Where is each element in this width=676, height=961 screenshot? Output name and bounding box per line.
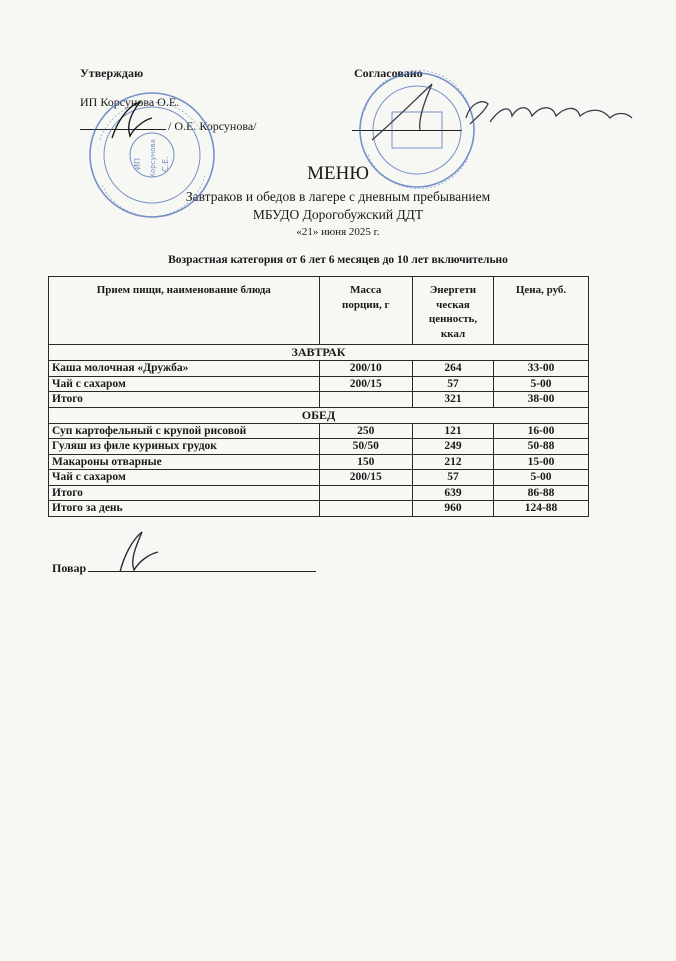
day-total-energy: 960: [412, 501, 493, 517]
day-total-label: Итого за день: [49, 501, 320, 517]
cook-signature-line: [52, 561, 316, 576]
table-header-row: [49, 277, 589, 345]
col-header-mass-line: порции, г: [342, 298, 390, 311]
signature-underline: [80, 129, 166, 130]
dish-mass: 250: [319, 423, 412, 439]
dish-name: Макароны отварные: [49, 454, 320, 470]
section-label-lunch: ОБЕД: [49, 407, 589, 423]
col-header-mass: [319, 277, 412, 345]
svg-text:ИП: ИП: [133, 158, 142, 170]
dish-energy: 121: [412, 423, 493, 439]
dish-energy: 57: [412, 376, 493, 392]
page-title: МЕНЮ: [307, 163, 369, 184]
dish-mass: [319, 392, 412, 408]
dish-energy: 57: [412, 470, 493, 486]
approve-label: Утверждаю: [80, 66, 144, 80]
table-row: [49, 439, 589, 455]
table-row: [49, 376, 589, 392]
col-header-energy-line: ценность,: [428, 313, 478, 325]
dish-energy: 212: [412, 454, 493, 470]
total-price: 38-00: [494, 392, 589, 408]
section-label-breakfast: ЗАВТРАК: [49, 345, 589, 361]
dish-mass: 50/50: [319, 439, 412, 455]
dish-price: 5-00: [494, 470, 589, 486]
dish-name: Чай с сахаром: [49, 376, 320, 392]
dish-name: Чай с сахаром: [49, 470, 320, 486]
total-energy: 321: [412, 392, 493, 408]
table-row: [49, 454, 589, 470]
col-header-energy-line: Энергети: [429, 284, 477, 296]
cook-label: Повар: [52, 561, 87, 575]
table-row: [49, 470, 589, 486]
total-price: 86-88: [494, 485, 589, 501]
dish-energy: 249: [412, 439, 493, 455]
dish-price: 33-00: [494, 361, 589, 377]
ip-name: ИП Корсунова О.Е.: [80, 95, 180, 109]
col-header-energy: [412, 277, 493, 345]
day-total-price: 124-88: [494, 501, 589, 517]
dish-mass: 200/15: [319, 470, 412, 486]
table-row: [49, 423, 589, 439]
dish-mass: [319, 485, 412, 501]
dish-mass: 200/15: [319, 376, 412, 392]
menu-table: [48, 276, 589, 517]
dish-mass: 150: [319, 454, 412, 470]
svg-text:С.Е.: С.Е.: [161, 156, 170, 172]
section-row-breakfast: [49, 345, 589, 361]
dish-price: 16-00: [494, 423, 589, 439]
dish-name: Гуляш из филе куриных грудок: [49, 439, 320, 455]
dish-name: Каша молочная «Дружба»: [49, 361, 320, 377]
table-row: [49, 361, 589, 377]
total-label: Итого: [49, 485, 320, 501]
dish-price: 5-00: [494, 376, 589, 392]
signature-name: / О.Е. Корсунова/: [168, 119, 257, 133]
subtitle-meals: Завтраков и обедов в лагере с дневным пребыванием: [185, 189, 491, 204]
agree-label: Согласовано: [354, 66, 423, 80]
right-signature-icon: [372, 84, 632, 140]
total-energy: 639: [412, 485, 493, 501]
table-row-total: [49, 392, 589, 408]
dish-price: 50-88: [494, 439, 589, 455]
table-row-total: [49, 485, 589, 501]
section-row-lunch: [49, 407, 589, 423]
total-label: Итого: [49, 392, 320, 408]
subtitle-organization: МБУДО Дорогобужский ДДТ: [252, 207, 424, 222]
cook-underline: [88, 571, 316, 572]
dish-mass: 200/10: [319, 361, 412, 377]
approve-signature-line: [80, 119, 257, 134]
col-header-price: Цена, руб.: [494, 277, 589, 345]
col-header-energy-line: ккал: [440, 327, 466, 340]
agree-signature-line: [352, 130, 462, 131]
col-header-energy-line: ческая: [436, 298, 470, 311]
dish-energy: 264: [412, 361, 493, 377]
table-row-day-total: [49, 501, 589, 517]
menu-date: «21» июня 2025 г.: [296, 226, 380, 238]
dish-mass: [319, 501, 412, 517]
svg-text:Корсунова: Корсунова: [149, 139, 157, 178]
dish-price: 15-00: [494, 454, 589, 470]
col-header-mass-line: Масса: [350, 284, 382, 296]
col-header-name: Прием пищи, наименование блюда: [49, 277, 320, 345]
dish-name: Суп картофельный с крупой рисовой: [49, 423, 320, 439]
age-category: Возрастная категория от 6 лет 6 месяцев до 10 лет включительно: [168, 254, 508, 266]
